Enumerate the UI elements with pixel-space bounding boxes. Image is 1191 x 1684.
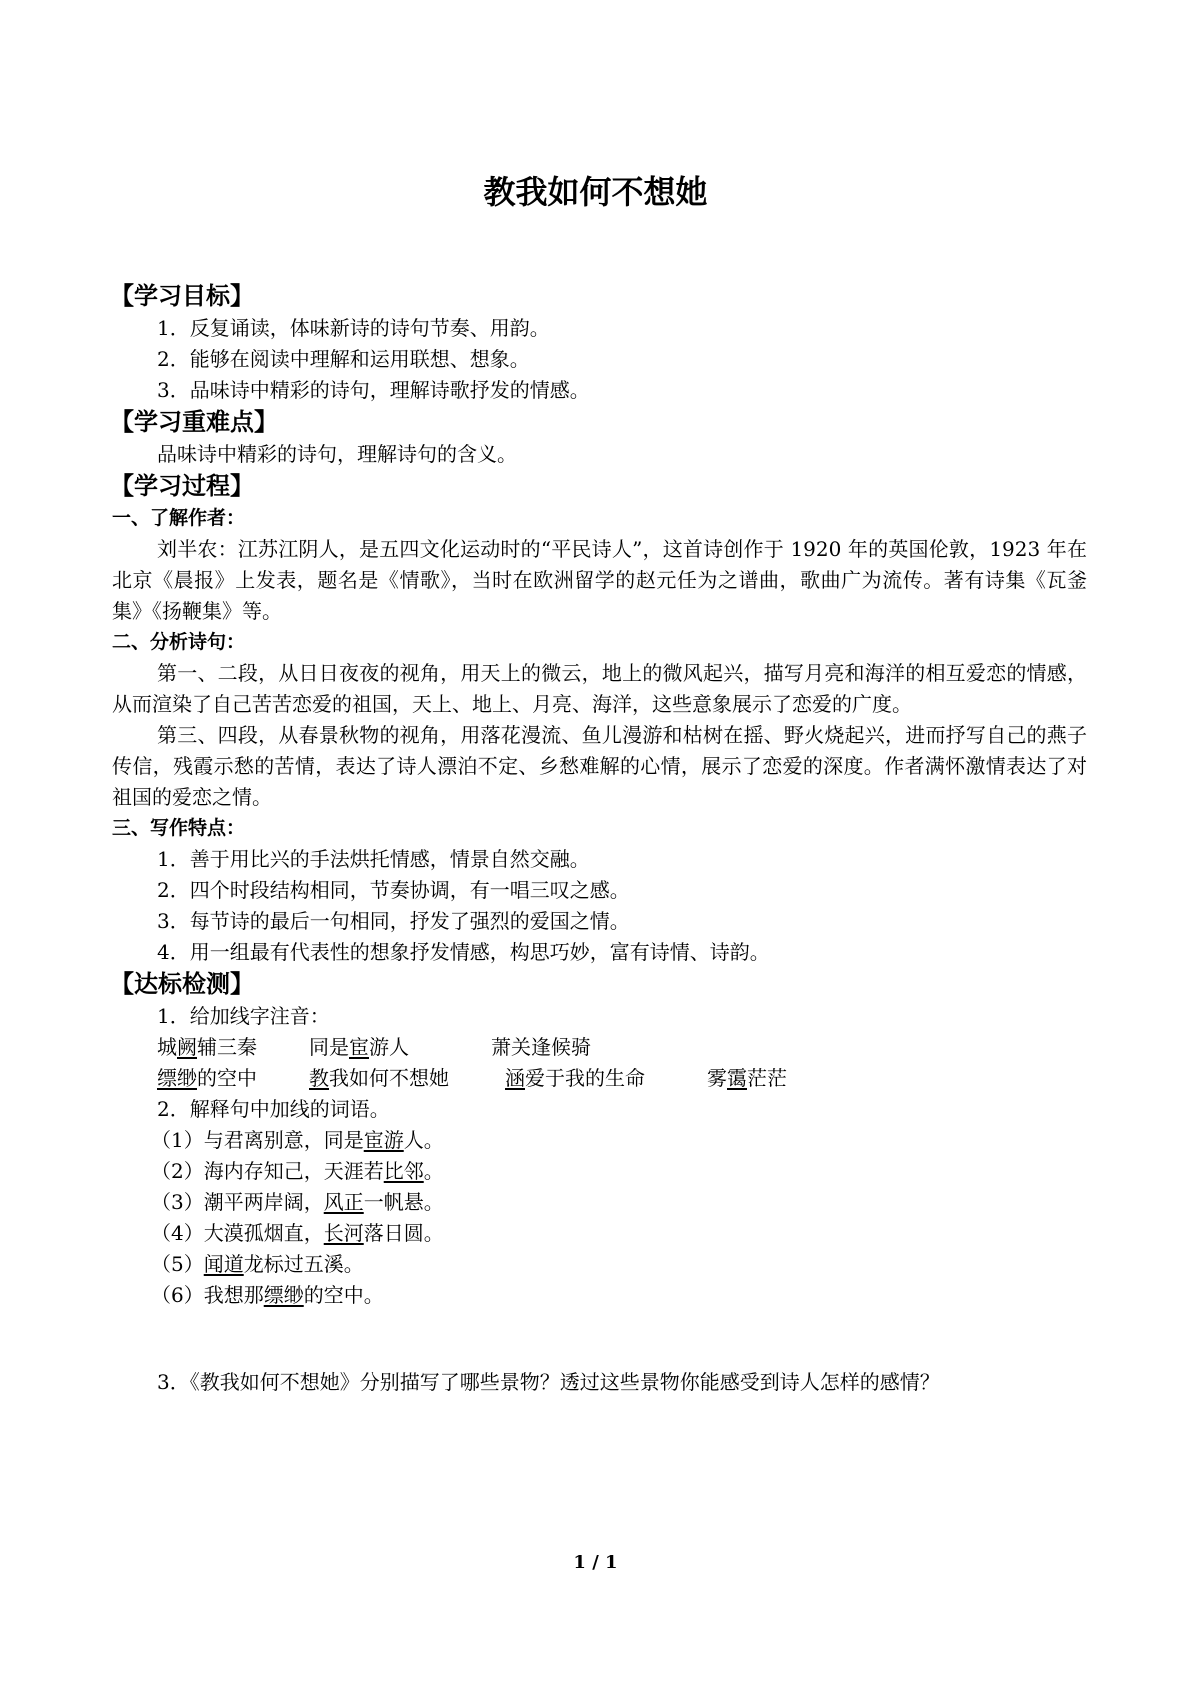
pinyin-phrase: 缥缈的空中	[157, 1066, 257, 1090]
pinyin-phrase: 萧关逢候骑	[491, 1035, 591, 1059]
author-paragraph: 刘半农：江苏江阴人，是五四文化运动时的“平民诗人”，这首诗创作于 1920 年的英国伦敦，1923 年在北京《晨报》上发表，题名是《情歌》，当时在欧洲留学的赵元任为之谱曲，歌曲广为流传。著有诗集《瓦釜集》《扬鞭集》等。	[112, 537, 1087, 623]
question-2-item: （2）海内存知己，天涯若比邻。	[151, 1159, 444, 1183]
goal-item: 1．反复诵读，体味新诗的诗句节奏、用韵。	[157, 316, 550, 340]
subheading-analysis: 二、分析诗句：	[112, 631, 246, 653]
page-title: 教我如何不想她	[483, 173, 708, 211]
question-2-item: （4）大漠孤烟直，长河落日圆。	[151, 1221, 444, 1245]
goal-item: 2．能够在阅读中理解和运用联想、想象。	[157, 347, 530, 371]
feature-item: 3．每节诗的最后一句相同，抒发了强烈的爱国之情。	[157, 909, 630, 933]
analysis-paragraph-2: 第三、四段，从春景秋物的视角，用落花漫流、鱼儿漫游和枯树在摇、野火烧起兴，进而抒写自己的燕子传信，残霞示愁的苦情，表达了诗人漂泊不定、乡愁难解的心情，展示了恋爱的深度。作者满怀激情表达了对祖国的爱恋之情。	[112, 723, 1087, 809]
question-2-item: （6）我想那缥缈的空中。	[151, 1283, 384, 1307]
pinyin-row-1	[112, 1032, 1087, 1063]
pinyin-phrase: 涵爱于我的生命	[505, 1066, 645, 1090]
question-2-item: （5）闻道龙标过五溪。	[151, 1252, 364, 1276]
subheading-author: 一、了解作者：	[112, 507, 246, 529]
question-2-item: （1）与君离别意，同是宦游人。	[151, 1128, 444, 1152]
feature-item: 2．四个时段结构相同，节奏协调，有一唱三叹之感。	[157, 878, 630, 902]
subheading-features: 三、写作特点：	[112, 817, 246, 839]
pinyin-phrase: 教我如何不想她	[309, 1066, 449, 1090]
page-number: 1 / 1	[573, 1552, 618, 1573]
pinyin-phrase: 雾霭茫茫	[707, 1066, 787, 1090]
goal-item: 3．品味诗中精彩的诗句，理解诗歌抒发的情感。	[157, 378, 590, 402]
question-2-item: （3）潮平两岸阔，风正一帆悬。	[151, 1190, 444, 1214]
pinyin-phrase: 城阙辅三秦	[157, 1035, 257, 1059]
answer-space	[112, 1311, 1087, 1367]
document-body	[112, 280, 1087, 1398]
section-heading-test: 【达标检测】	[110, 970, 254, 998]
section-heading-process: 【学习过程】	[110, 472, 254, 500]
section-heading-keypoints: 【学习重难点】	[110, 408, 278, 436]
pinyin-row-2	[112, 1063, 1087, 1094]
question-2-label: 2．解释句中加线的词语。	[157, 1097, 390, 1121]
question-3-label: 3．《教我如何不想她》分别描写了哪些景物？透过这些景物你能感受到诗人怎样的感情？	[157, 1370, 940, 1394]
question-1-label: 1．给加线字注音：	[157, 1004, 330, 1028]
pinyin-phrase: 同是宦游人	[309, 1035, 409, 1059]
section-heading-goals: 【学习目标】	[110, 282, 254, 310]
analysis-paragraph-1: 第一、二段，从日日夜夜的视角，用天上的微云，地上的微风起兴，描写月亮和海洋的相互爱恋的情感，从而渲染了自己苦苦恋爱的祖国，天上、地上、月亮、海洋，这些意象展示了恋爱的广度。	[112, 661, 1087, 716]
keypoints-text: 品味诗中精彩的诗句，理解诗句的含义。	[157, 442, 517, 466]
feature-item: 1．善于用比兴的手法烘托情感，情景自然交融。	[157, 847, 590, 871]
feature-item: 4．用一组最有代表性的想象抒发情感，构思巧妙，富有诗情、诗韵。	[157, 940, 770, 964]
